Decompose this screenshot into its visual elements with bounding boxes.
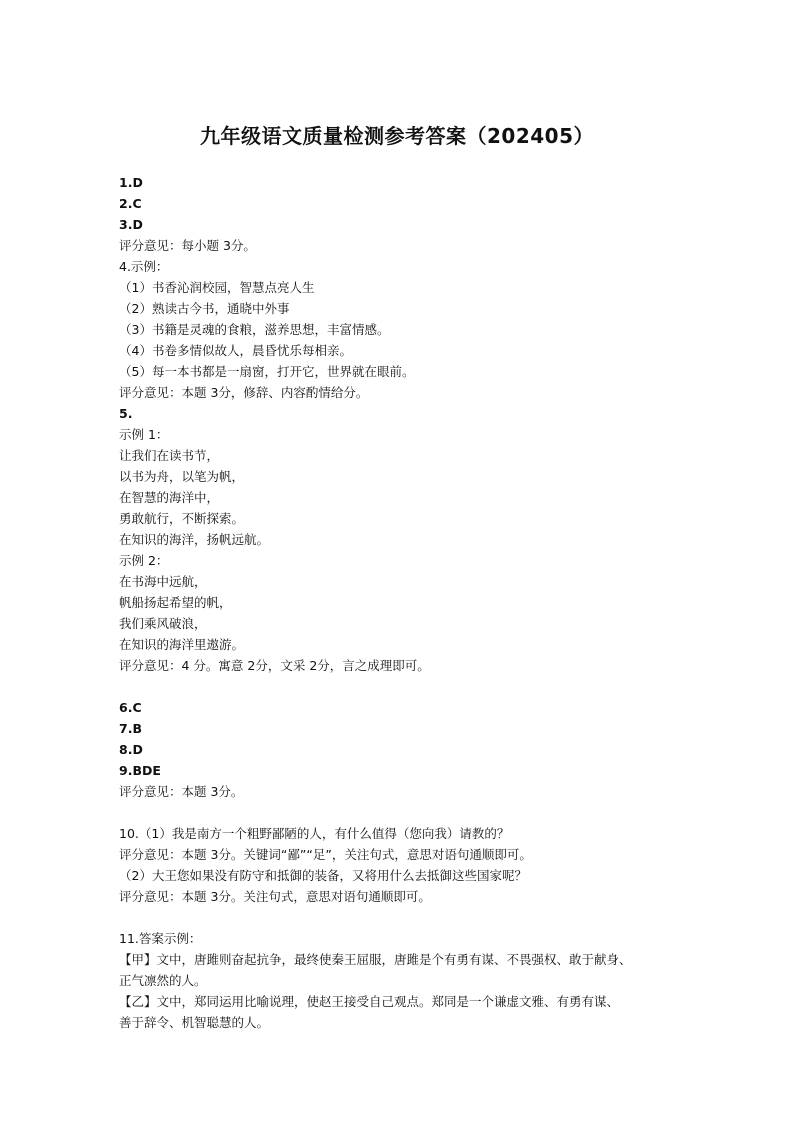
answer-q5-heading: 5. bbox=[119, 406, 133, 421]
spacer bbox=[119, 907, 699, 928]
answer-q1: 1.D bbox=[119, 175, 143, 190]
answer-q4-item: （4）书卷多情似故人，晨昏忧乐每相亲。 bbox=[119, 343, 352, 358]
spacer bbox=[119, 802, 699, 823]
answer-q3: 3.D bbox=[119, 217, 143, 232]
answer-q11-yi-line-1: 【乙】文中，郑同运用比喻说理，使赵王接受自己观点。郑同是一个谦虚文雅、有勇有谋、 bbox=[119, 994, 620, 1009]
answer-q11-heading: 11.答案示例： bbox=[119, 931, 202, 946]
answer-q11-jia-line-1: 【甲】文中，唐雎则奋起抗争，最终使秦王屈服，唐雎是个有勇有谋、不畏强权、敢于献身、 bbox=[119, 952, 632, 967]
answer-q5-example-1-line: 以书为舟，以笔为帆， bbox=[119, 469, 245, 484]
answer-q5-example-1-label: 示例 1： bbox=[119, 427, 169, 442]
answer-q5-example-1-line: 勇敢航行，不断探索。 bbox=[119, 511, 245, 526]
page-title: 九年级语文质量检测参考答案（202405） bbox=[200, 124, 594, 148]
answer-q4-heading: 4.示例： bbox=[119, 259, 169, 274]
answer-q5-example-2-label: 示例 2： bbox=[119, 553, 169, 568]
answer-q5-example-2-line: 帆船扬起希望的帆， bbox=[119, 595, 232, 610]
answer-q11-jia-line-2: 正气凛然的人。 bbox=[119, 973, 207, 988]
answer-q4-item: （1）书香沁润校园，智慧点亮人生 bbox=[119, 280, 315, 295]
answer-q5-example-1-line: 让我们在读书节， bbox=[119, 448, 220, 463]
scoring-note-q10-2: 评分意见：本题 3分。关注句式，意思对语句通顺即可。 bbox=[119, 889, 431, 904]
scoring-note-q10-1: 评分意见：本题 3分。关键词“鄙”“足”，关注句式，意思对语句通顺即可。 bbox=[119, 847, 532, 862]
answer-q5-example-2-line: 我们乘风破浪， bbox=[119, 616, 207, 631]
answer-q11-yi-line-2: 善于辞令、机智聪慧的人。 bbox=[119, 1015, 270, 1030]
scoring-note-q5: 评分意见：4 分。寓意 2分，文采 2分，言之成理即可。 bbox=[119, 658, 430, 673]
answer-q5-example-2-line: 在书海中远航， bbox=[119, 574, 207, 589]
answer-content bbox=[119, 172, 699, 1033]
answer-q5-example-1-line: 在智慧的海洋中， bbox=[119, 490, 220, 505]
answer-q6: 6.C bbox=[119, 700, 142, 715]
answer-q7: 7.B bbox=[119, 721, 142, 736]
spacer bbox=[119, 676, 699, 697]
answer-q9: 9.BDE bbox=[119, 763, 161, 778]
scoring-note-q6-9: 评分意见：本题 3分。 bbox=[119, 784, 244, 799]
scoring-note-q4: 评分意见：本题 3分，修辞、内容酌情给分。 bbox=[119, 385, 369, 400]
answer-q4-item: （2）熟读古今书，通晓中外事 bbox=[119, 301, 290, 316]
answer-q8: 8.D bbox=[119, 742, 143, 757]
answer-q10-2: （2）大王您如果没有防守和抵御的装备，又将用什么去抵御这些国家呢？ bbox=[119, 868, 527, 883]
scoring-note-q1-3: 评分意见：每小题 3分。 bbox=[119, 238, 256, 253]
answer-q2: 2.C bbox=[119, 196, 142, 211]
answer-q10-1: 10.（1）我是南方一个粗野鄙陋的人，有什么值得（您向我）请教的？ bbox=[119, 826, 510, 841]
answer-q4-item: （3）书籍是灵魂的食粮，滋养思想，丰富情感。 bbox=[119, 322, 390, 337]
answer-q5-example-2-line: 在知识的海洋里遨游。 bbox=[119, 637, 245, 652]
answer-q4-item: （5）每一本书都是一扇窗，打开它，世界就在眼前。 bbox=[119, 364, 415, 379]
answer-q5-example-1-line: 在知识的海洋，扬帆远航。 bbox=[119, 532, 270, 547]
